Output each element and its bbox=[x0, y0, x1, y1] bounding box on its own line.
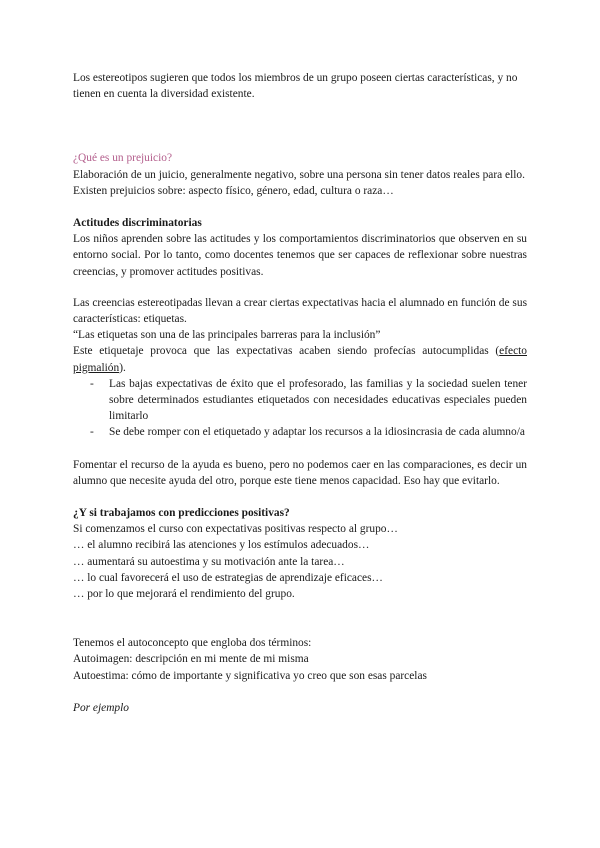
prejudice-heading: ¿Qué es un prejuicio? bbox=[73, 152, 172, 165]
autoestima-line: Autoestima: cómo de importante y significativa yo creo que son esas parcelas bbox=[73, 669, 427, 682]
spacer bbox=[73, 102, 527, 150]
example-heading: Por ejemplo bbox=[73, 701, 129, 714]
prejudice-types: Existen prejuicios sobre: aspecto físico, género, edad, cultura o raza… bbox=[73, 184, 394, 197]
labels-effect-close: ). bbox=[119, 361, 126, 374]
pigmalion-link[interactable]: efecto pigmalión bbox=[73, 345, 527, 374]
selfconcept-intro: Tenemos el autoconcepto que engloba dos términos: bbox=[73, 637, 312, 650]
spacer bbox=[73, 199, 527, 215]
labels-paragraph: Las creencias estereotipadas llevan a crear ciertas expectativas hacia el alumnado en función de sus características: etiquetas. bbox=[73, 296, 527, 326]
positive-line: … el alumno recibirá las atenciones y los estímulos adecuados… bbox=[73, 539, 370, 552]
labels-effect-text: Este etiquetaje provoca que las expectativas acaben siendo profecías autocumplidas ( bbox=[73, 345, 500, 358]
list-item-text: Las bajas expectativas de éxito que el profesorado, las familias y la sociedad suelen tener sobre determinados estudiantes etiquetados con necesidades educativas especiales pueden limitarlo bbox=[109, 377, 527, 423]
dash-bullet: - bbox=[90, 426, 94, 439]
positive-line: Si comenzamos el curso con expectativas positivas respecto al grupo… bbox=[73, 523, 398, 536]
intro-paragraph: Los estereotipos sugieren que todos los miembros de un grupo poseen ciertas características, y no tienen en cuenta la diversidad existente. bbox=[73, 72, 518, 101]
spacer bbox=[73, 441, 527, 457]
labels-quote: “Las etiquetas son una de las principales barreras para la inclusión” bbox=[73, 329, 381, 342]
spacer bbox=[73, 602, 527, 635]
labels-effect-paragraph bbox=[73, 343, 527, 375]
list-item bbox=[90, 424, 527, 440]
positive-line: … por lo que mejorará el rendimiento del grupo. bbox=[73, 588, 295, 601]
spacer bbox=[73, 684, 527, 700]
list-item-text: Se debe romper con el etiquetado y adaptar los recursos a la idiosincrasia de cada alumno/a bbox=[109, 426, 525, 439]
positive-heading: ¿Y si trabajamos con predicciones positivas? bbox=[73, 507, 290, 520]
discrimination-heading: Actitudes discriminatorias bbox=[73, 217, 202, 230]
discrimination-paragraph: Los niños aprenden sobre las actitudes y los comportamientos discriminatorios que observen en su entorno social. Por lo tanto, como docentes tenemos que ser capaces de reflexionar sobre nuestras creencias, y promover actitudes positivas. bbox=[73, 233, 527, 278]
spacer bbox=[73, 489, 527, 505]
positive-line: … lo cual favorecerá el uso de estrategias de aprendizaje eficaces… bbox=[73, 571, 383, 584]
dash-bullet: - bbox=[90, 377, 94, 390]
document-content bbox=[73, 70, 527, 716]
list-item bbox=[90, 376, 527, 425]
help-paragraph: Fomentar el recurso de la ayuda es bueno, pero no podemos caer en las comparaciones, es decir un alumno que necesite ayuda del otro, porque este tiene menos capacidad. Eso hay que evitarlo. bbox=[73, 458, 527, 487]
positive-line: … aumentará su autoestima y su motivación ante la tarea… bbox=[73, 555, 345, 568]
autoimagen-line: Autoimagen: descripción en mi mente de mi misma bbox=[73, 653, 309, 666]
spacer bbox=[73, 280, 527, 295]
labels-bullet-list bbox=[73, 376, 527, 441]
prejudice-definition: Elaboración de un juicio, generalmente negativo, sobre una persona sin tener datos reales para ello. bbox=[73, 168, 525, 181]
